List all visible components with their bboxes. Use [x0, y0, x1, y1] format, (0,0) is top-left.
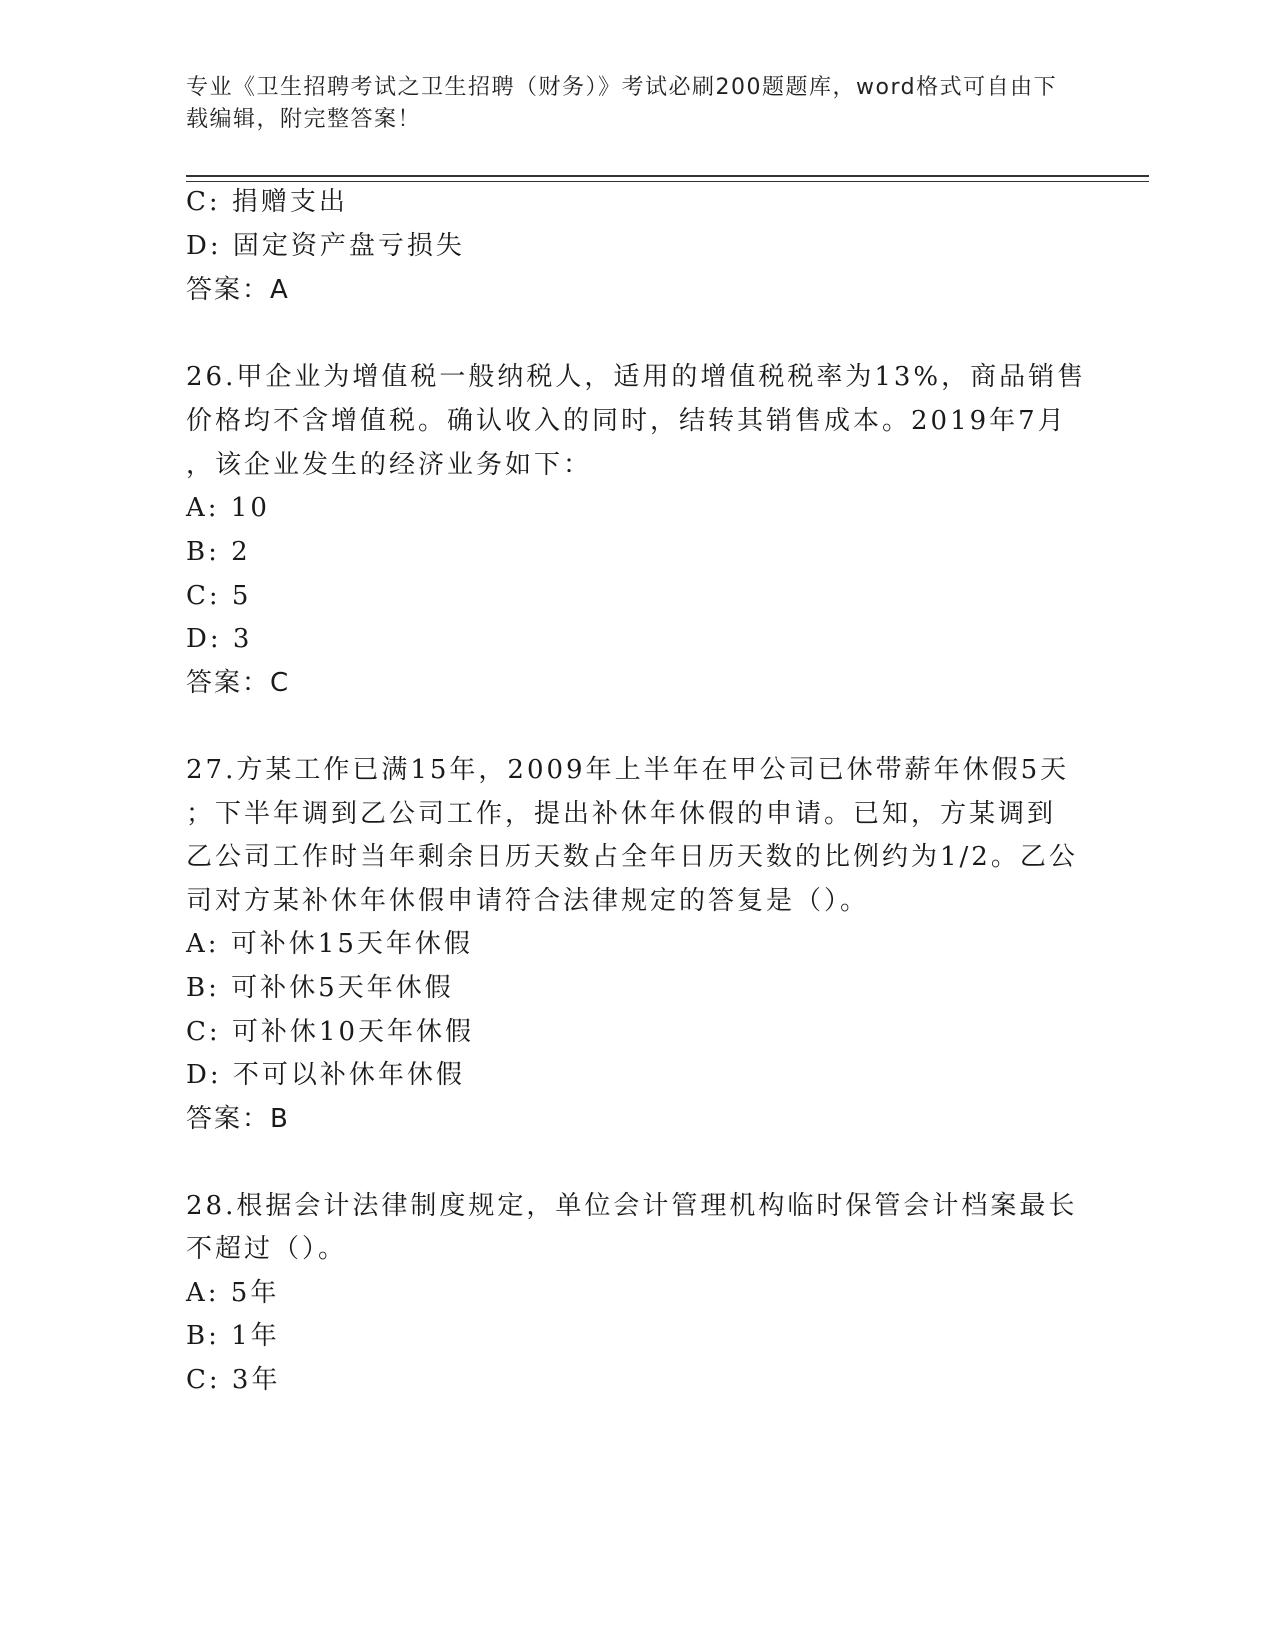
q26-stem-line-1: 26.甲企业为增值税一般纳税人，适用的增值税税率为13%，商品销售	[186, 362, 1087, 392]
q28-stem-line-1: 28.根据会计法律制度规定，单位会计管理机构临时保管会计档案最长	[186, 1191, 1078, 1221]
q27-stem-line-3: 乙公司工作时当年剩余日历天数占全年日历天数的比例约为1/2。乙公	[186, 842, 1078, 872]
q28-option-c: C: 3年	[186, 1365, 281, 1395]
q27-answer: 答案：B	[186, 1104, 290, 1134]
document-header-title: 专业《卫生招聘考试之卫生招聘（财务）》考试必刷200题题库，word格式可自由下载编辑，附完整答案！	[186, 75, 1058, 132]
prev-question-option-c: C: 捐赠支出	[186, 187, 348, 217]
header-divider-thick	[186, 175, 1149, 177]
q27-stem-line-1: 27.方某工作已满15年，2009年上半年在甲公司已休带薪年休假5天	[186, 755, 1070, 785]
q26-stem-line-3: ，该企业发生的经济业务如下：	[186, 450, 593, 480]
q28-option-b: B: 1年	[186, 1321, 280, 1351]
q26-option-c: C: 5	[186, 581, 252, 611]
q27-option-c: C: 可补休10天年休假	[186, 1017, 475, 1047]
q26-option-a: A: 10	[186, 493, 270, 523]
q26-option-d: D: 3	[186, 624, 253, 654]
q27-option-b: B: 可补休5天年休假	[186, 973, 454, 1003]
q26-stem-line-2: 价格均不含增值税。确认收入的同时，结转其销售成本。2019年7月	[186, 406, 1067, 436]
q27-stem-line-4: 司对方某补休年休假申请符合法律规定的答复是（）。	[186, 886, 870, 916]
prev-question-option-d: D: 固定资产盘亏损失	[186, 231, 465, 261]
q28-option-a: A: 5年	[186, 1278, 280, 1308]
q27-stem-line-2: ；下半年调到乙公司工作，提出补休年休假的申请。已知，方某调到	[186, 799, 1057, 829]
q27-option-a: A: 可补休15天年休假	[186, 929, 473, 959]
q26-option-b: B: 2	[186, 537, 251, 567]
q26-answer: 答案：C	[186, 668, 291, 698]
prev-question-answer: 答案：A	[186, 275, 290, 305]
q28-stem-line-2: 不超过（）。	[186, 1234, 348, 1264]
header-divider-thin	[186, 181, 1149, 182]
q27-option-d: D: 不可以补休年休假	[186, 1060, 465, 1090]
